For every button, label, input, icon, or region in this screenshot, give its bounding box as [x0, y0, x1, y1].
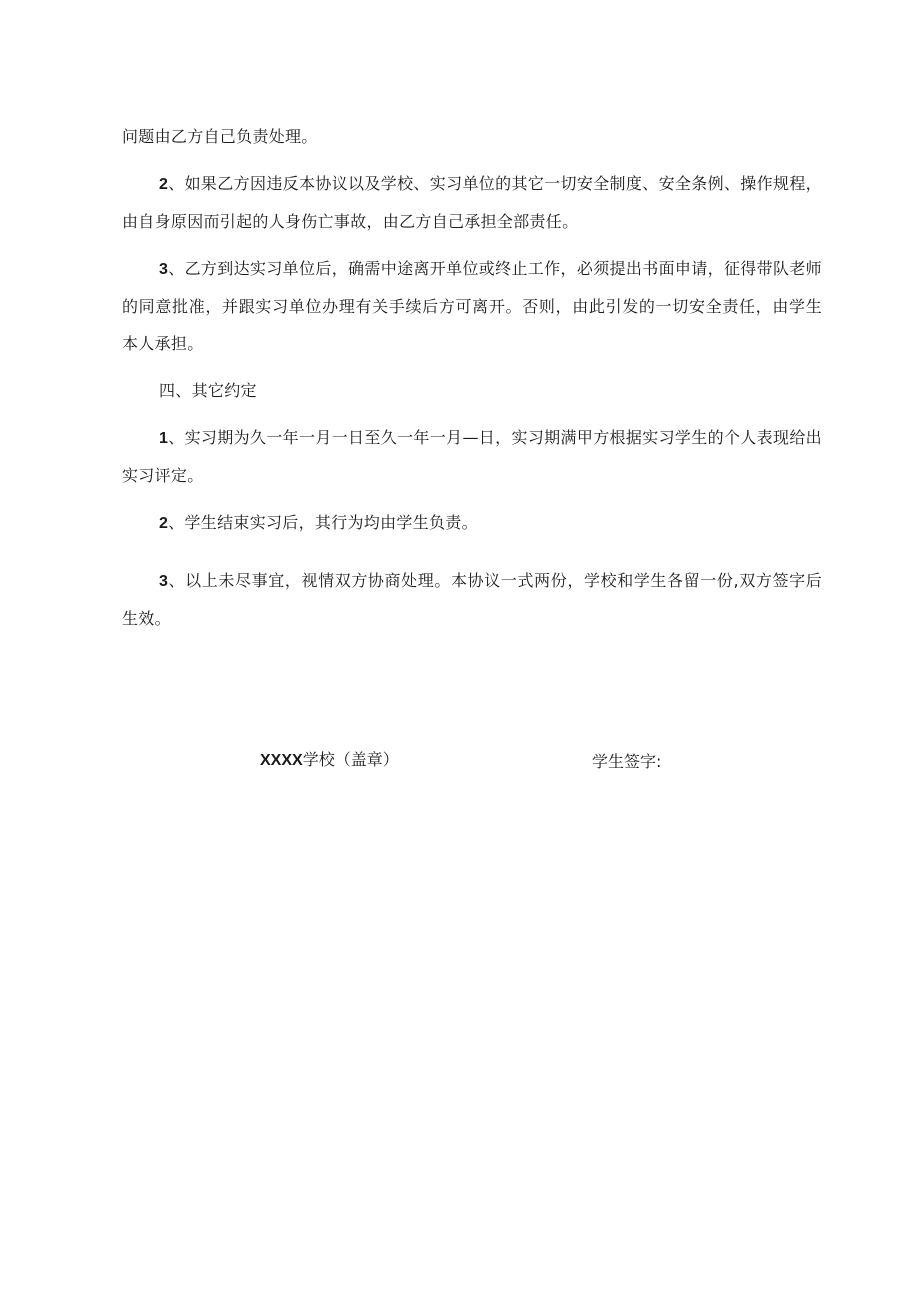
- clause-text: 、如果乙方因违反本协议以及学校、实习单位的其它一切安全制度、安全条例、操作规程，由自身原因而引起的人身伤亡事故，由乙方自己承担全部责任。: [122, 174, 822, 231]
- clause-number: 3: [159, 261, 169, 278]
- clause-text: 、以上未尽事宜，视情双方协商处理。本协议一式两份，学校和学生各留一份,双方签字后生效。: [122, 571, 822, 628]
- clause-2: [122, 165, 822, 240]
- clause-text: 、学生结束实习后，其行为均由学生负责。: [168, 513, 478, 532]
- clause-text: 、实习期为久一年一月一日至久一年一月—日，实习期满甲方根据实习学生的个人表现给出实习评定。: [122, 428, 822, 485]
- section-heading: [122, 372, 822, 409]
- school-name-placeholder: XXXX: [260, 752, 303, 769]
- student-signature-label: 学生签字:: [592, 752, 662, 771]
- agreement-body: [122, 118, 822, 637]
- section-heading-text: 四、其它约定: [159, 381, 257, 400]
- clause-number: 3: [159, 573, 169, 590]
- other-clause-1: [122, 419, 822, 494]
- clause-3: [122, 250, 822, 362]
- clause-number: 1: [159, 430, 169, 447]
- clause-number: 2: [159, 515, 169, 532]
- student-signature-line: [592, 750, 661, 774]
- clause-number: 2: [159, 176, 169, 193]
- school-seal-label: 学校（盖章）: [302, 750, 399, 769]
- school-seal-line: [260, 748, 399, 773]
- paragraph-text: 问题由乙方自己负责处理。: [122, 127, 318, 146]
- paragraph-continued: [122, 118, 822, 155]
- other-clause-3: [122, 562, 822, 637]
- other-clause-2: [122, 504, 822, 542]
- clause-text: 、乙方到达实习单位后，确需中途离开单位或终止工作，必须提出书面申请，征得带队老师的同意批准，并跟实习单位办理有关手续后方可离开。否则，由此引发的一切安全责任，由学生本人承担。: [122, 259, 822, 353]
